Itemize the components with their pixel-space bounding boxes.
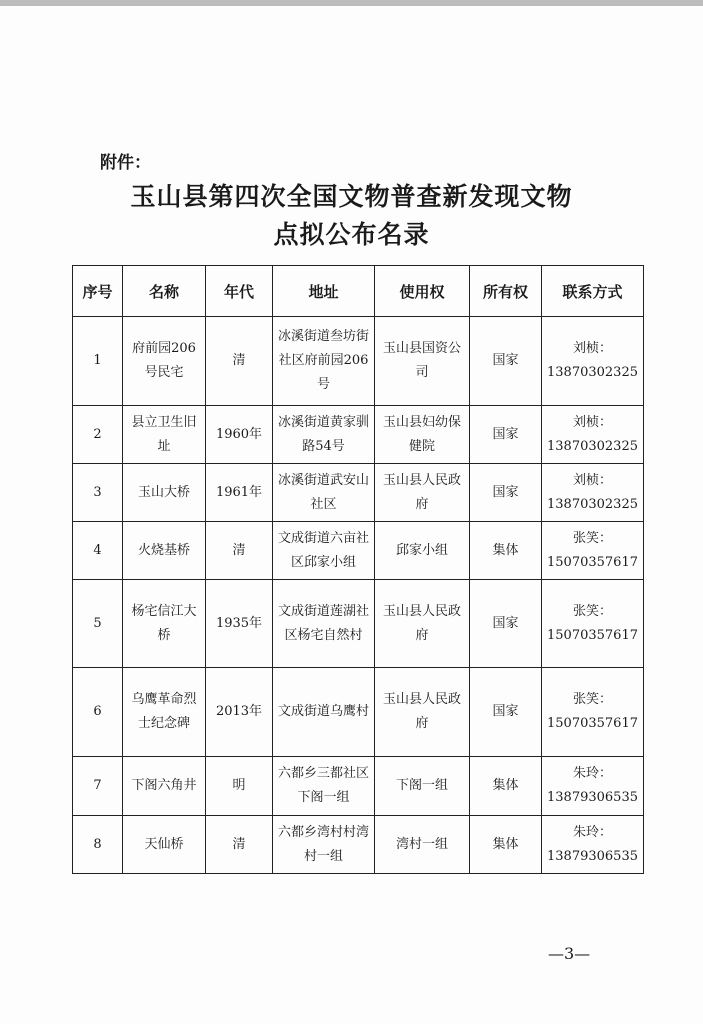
cell-use-right: 玉山县妇幼保健院 — [375, 406, 470, 464]
table-header-row — [73, 266, 644, 317]
cell-no: 1 — [73, 317, 123, 406]
document-title-line2: 点拟公布名录 — [273, 220, 430, 249]
cell-no: 3 — [73, 464, 123, 522]
cell-era: 2013年 — [206, 668, 273, 757]
cell-use-right: 玉山县人民政府 — [375, 580, 470, 668]
cell-no: 6 — [73, 668, 123, 757]
contact-phone: 15070357617 — [547, 554, 638, 570]
cell-use-right: 下阁一组 — [375, 757, 470, 816]
cell-era: 明 — [206, 757, 273, 816]
cell-name: 县立卫生旧址 — [123, 406, 206, 464]
table-row — [73, 522, 644, 580]
cell-contact — [542, 522, 644, 580]
cell-use-right: 玉山县人民政府 — [375, 668, 470, 757]
contact-name: 张笑： — [572, 692, 612, 707]
cell-address: 冰溪街道武安山社区 — [273, 464, 375, 522]
cell-era: 1935年 — [206, 580, 273, 668]
cell-no: 4 — [73, 522, 123, 580]
attachment-label: 附件： — [100, 153, 151, 173]
cell-use-right: 玉山县国资公司 — [375, 317, 470, 406]
table-row — [73, 317, 644, 406]
contact-phone: 13870302325 — [547, 438, 638, 454]
header-no: 序号 — [73, 266, 123, 317]
contact-name: 刘桢： — [572, 341, 612, 356]
cell-use-right: 湾村一组 — [375, 816, 470, 874]
relics-table — [72, 265, 644, 874]
cell-ownership: 国家 — [470, 317, 542, 406]
cell-ownership: 国家 — [470, 580, 542, 668]
cell-name: 天仙桥 — [123, 816, 206, 874]
page-number: —3— — [548, 944, 591, 963]
contact-phone: 13870302325 — [547, 365, 638, 380]
contact-phone: 13879306535 — [547, 848, 638, 864]
contact-phone: 15070357617 — [547, 716, 638, 731]
cell-ownership: 国家 — [470, 406, 542, 464]
cell-name: 杨宅信江大桥 — [123, 580, 206, 668]
cell-era: 1961年 — [206, 464, 273, 522]
cell-name: 府前园206号民宅 — [123, 317, 206, 406]
cell-contact — [542, 668, 644, 757]
top-edge-bar — [0, 0, 703, 6]
cell-contact — [542, 816, 644, 874]
cell-address: 六都乡三都社区下阁一组 — [273, 757, 375, 816]
cell-ownership: 集体 — [470, 522, 542, 580]
cell-address: 文成街道莲湖社区杨宅自然村 — [273, 580, 375, 668]
header-address: 地址 — [273, 266, 375, 317]
cell-ownership: 国家 — [470, 668, 542, 757]
cell-contact — [542, 580, 644, 668]
cell-contact — [542, 464, 644, 522]
contact-phone: 13879306535 — [547, 790, 638, 805]
table-row — [73, 668, 644, 757]
contact-name: 刘桢： — [572, 414, 612, 430]
table-row — [73, 406, 644, 464]
contact-name: 张笑： — [572, 603, 612, 619]
table-row — [73, 464, 644, 522]
contact-phone: 13870302325 — [547, 496, 638, 512]
cell-ownership: 集体 — [470, 816, 542, 874]
cell-ownership: 国家 — [470, 464, 542, 522]
cell-era: 清 — [206, 522, 273, 580]
cell-no: 7 — [73, 757, 123, 816]
cell-address: 冰溪街道叁坊街社区府前园206号 — [273, 317, 375, 406]
table-row — [73, 757, 644, 816]
cell-ownership: 集体 — [470, 757, 542, 816]
cell-contact — [542, 757, 644, 816]
cell-name: 玉山大桥 — [123, 464, 206, 522]
cell-no: 8 — [73, 816, 123, 874]
cell-name: 下阁六角井 — [123, 757, 206, 816]
header-name: 名称 — [123, 266, 206, 317]
cell-address: 文成街道乌鹰村 — [273, 668, 375, 757]
cell-use-right: 玉山县人民政府 — [375, 464, 470, 522]
cell-era: 清 — [206, 816, 273, 874]
table-row — [73, 816, 644, 874]
cell-address: 六都乡湾村村湾村一组 — [273, 816, 375, 874]
cell-name: 乌鹰革命烈士纪念碑 — [123, 668, 206, 757]
contact-name: 刘桢： — [572, 472, 612, 488]
cell-no: 5 — [73, 580, 123, 668]
table-row — [73, 580, 644, 668]
contact-name: 朱玲： — [572, 824, 612, 840]
document-title-line1: 玉山县第四次全国文物普查新发现文物 — [130, 182, 573, 211]
header-era: 年代 — [206, 266, 273, 317]
contact-name: 张笑： — [572, 530, 612, 546]
contact-name: 朱玲： — [572, 766, 612, 781]
cell-contact — [542, 406, 644, 464]
cell-no: 2 — [73, 406, 123, 464]
cell-address: 冰溪街道黄家驯路54号 — [273, 406, 375, 464]
cell-era: 清 — [206, 317, 273, 406]
cell-era: 1960年 — [206, 406, 273, 464]
header-use-right: 使用权 — [375, 266, 470, 317]
header-contact: 联系方式 — [542, 266, 644, 317]
cell-address: 文成街道六亩社区邱家小组 — [273, 522, 375, 580]
header-ownership: 所有权 — [470, 266, 542, 317]
cell-contact — [542, 317, 644, 406]
cell-name: 火烧基桥 — [123, 522, 206, 580]
cell-use-right: 邱家小组 — [375, 522, 470, 580]
contact-phone: 15070357617 — [547, 627, 638, 643]
